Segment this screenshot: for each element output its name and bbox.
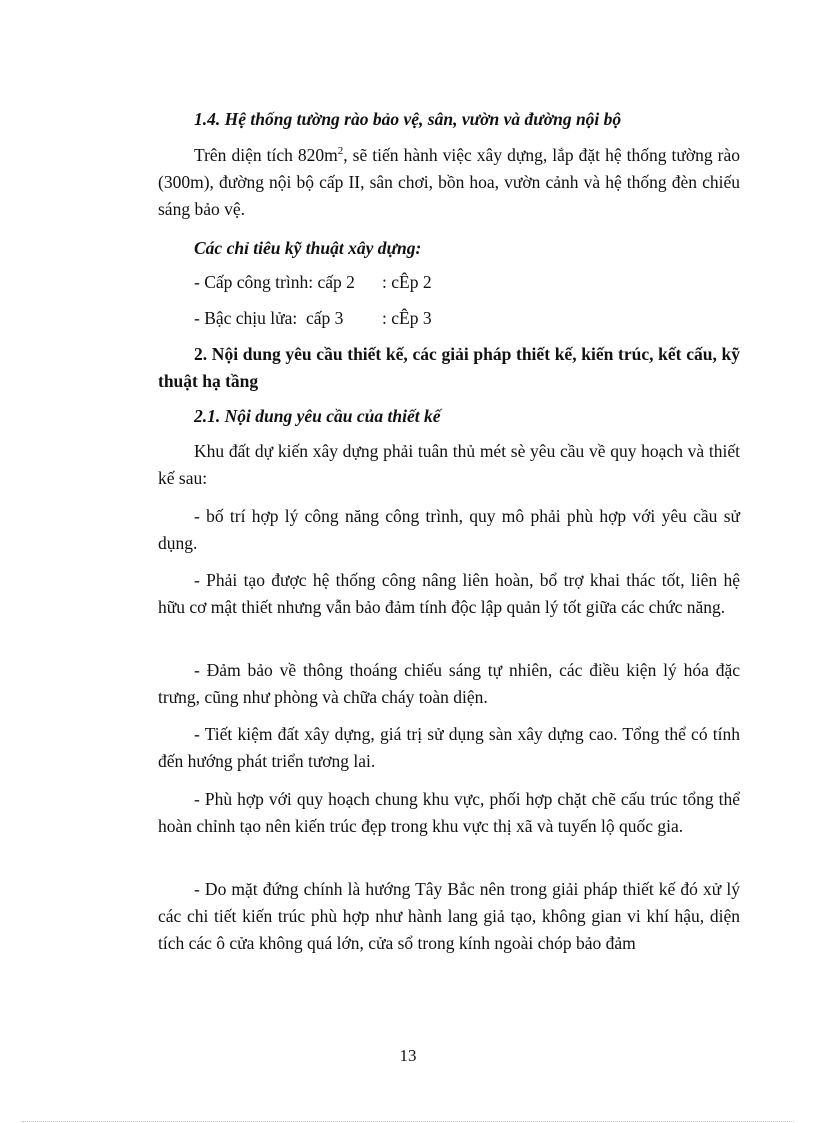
criteria-label: - Cấp công trình: cấp 2 (194, 272, 355, 292)
list-item: - Đảm bảo về thông thoáng chiếu sáng tự nhiên, các điều kiện lý hóa đặc trưng, cũng như phòng và chữa cháy toàn diện. (158, 660, 740, 707)
heading-1-4: 1.4. Hệ thống tường rào bảo vệ, sân, vườn và đường nội bộ (194, 109, 622, 129)
page-number: 13 (399, 1046, 417, 1065)
criteria-value: : cÊp 3 (382, 308, 432, 328)
criteria-value: : cÊp 2 (382, 272, 432, 292)
criteria-label: - Bậc chịu lửa: cấp 3 (194, 308, 344, 328)
page-bottom-divider (22, 1121, 794, 1122)
paragraph-area-text-start: Trên diện tích 820m (194, 145, 338, 165)
list-item: - bố trí hợp lý công năng công trình, quy mô phải phù hợp với yêu cầu sử dụng. (158, 506, 740, 553)
list-item: - Phù hợp với quy hoạch chung khu vực, phối hợp chặt chẽ cấu trúc tổng thể hoàn chỉnh tạo nên kiến trúc đẹp trong khu vực thị xã và tuyến lộ quốc gia. (158, 789, 740, 836)
criteria-row (194, 269, 776, 296)
list-item: - Tiết kiệm đất xây dựng, giá trị sử dụng sàn xây dựng cao. Tổng thể có tính đến hướng phát triển tương lai. (158, 724, 740, 771)
paragraph-area-text-end: , sẽ tiến hành việc xây dựng, lắp đặt hệ thống tường rào (300m), đường nội bộ cấp II, sân chơi, bồn hoa, vườn cảnh và hệ thống đèn chiếu sáng bảo vệ. (158, 145, 740, 219)
criteria-heading: Các chỉ tiêu kỹ thuật xây dựng: (194, 238, 422, 258)
superscript: 2 (337, 145, 344, 158)
criteria-row (194, 305, 776, 332)
intro-paragraph: Khu đất dự kiến xây dựng phải tuân thủ mét sè yêu cầu về quy hoạch và thiết kế sau: (158, 441, 740, 488)
heading-2: 2. Nội dung yêu cầu thiết kế, các giải pháp thiết kế, kiến trúc, kết cấu, kỹ thuật hạ tầng (158, 344, 740, 391)
list-item: - Do mặt đứng chính là hướng Tây Bắc nên trong giải pháp thiết kế đó xử lý các chi tiết kiến trúc phù hợp như hành lang giả tạo, không gian vi khí hậu, diện tích các ô cửa không quá lớn, cửa sổ trong kính ngoài chóp bảo đảm (158, 879, 740, 953)
paragraph-area (158, 142, 740, 223)
heading-2-1: 2.1. Nội dung yêu cầu của thiết kế (194, 406, 441, 426)
list-item: - Phải tạo được hệ thống công nâng liên hoàn, bổ trợ khai thác tốt, liên hệ hữu cơ mật thiết nhưng vẫn bảo đảm tính độc lập quản lý tốt giữa các chức năng. (158, 570, 740, 617)
